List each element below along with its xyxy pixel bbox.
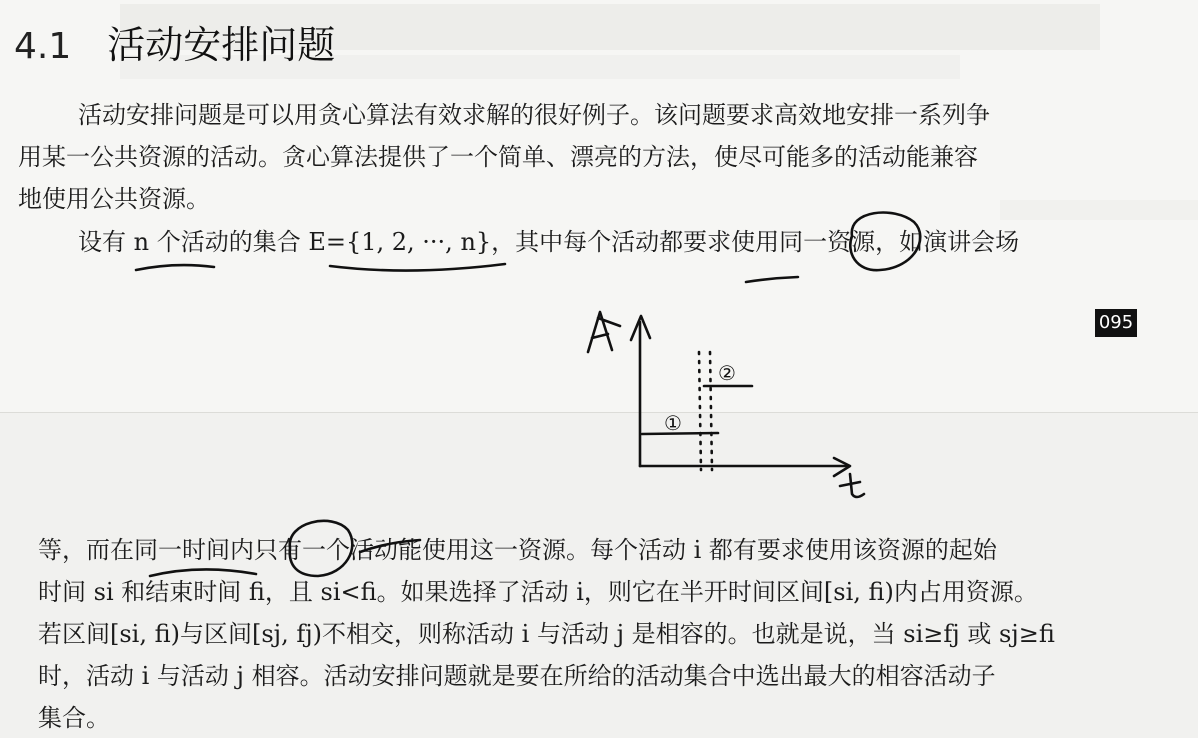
show-through-block: [1000, 200, 1198, 220]
paragraph-line: 活动安排问题是可以用贪心算法有效求解的很好例子。该问题要求高效地安排一系列争: [78, 101, 990, 129]
paragraph-line: 集合。: [38, 704, 110, 732]
paragraph-line: 时间 si 和结束时间 fi，且 si<fi。如果选择了活动 i，则它在半开时间区间[si, fi)内占用资源。: [38, 578, 1038, 606]
paragraph-line: 等，而在同一时间内只有一个活动能使用这一资源。每个活动 i 都有要求使用该资源的起始: [38, 536, 997, 564]
page-number-badge: 095: [1095, 309, 1137, 337]
section-heading: [14, 14, 335, 69]
paragraph-line: 地使用公共资源。: [18, 185, 210, 213]
section-title: 活动安排问题: [107, 23, 336, 67]
paragraph-line: 若区间[si, fi)与区间[sj, fj)不相交，则称活动 i 与活动 j 是相容的。也就是说，当 si≥fj 或 sj≥fi: [38, 620, 1055, 648]
paragraph-line: 时，活动 i 与活动 j 相容。活动安排问题就是要在所给的活动集合中选出最大的相容活动子: [38, 662, 996, 690]
paragraph-line: 用某一公共资源的活动。贪心算法提供了一个简单、漂亮的方法，使尽可能多的活动能兼容: [18, 143, 978, 171]
section-number: 4.1: [14, 26, 72, 67]
paragraph-line: 设有 n 个活动的集合 E={1, 2, ···, n}，其中每个活动都要求使用同一资源，如演讲会场: [78, 228, 1020, 256]
mark-2-label: ②: [718, 361, 736, 385]
mark-1-label: ①: [664, 411, 682, 435]
